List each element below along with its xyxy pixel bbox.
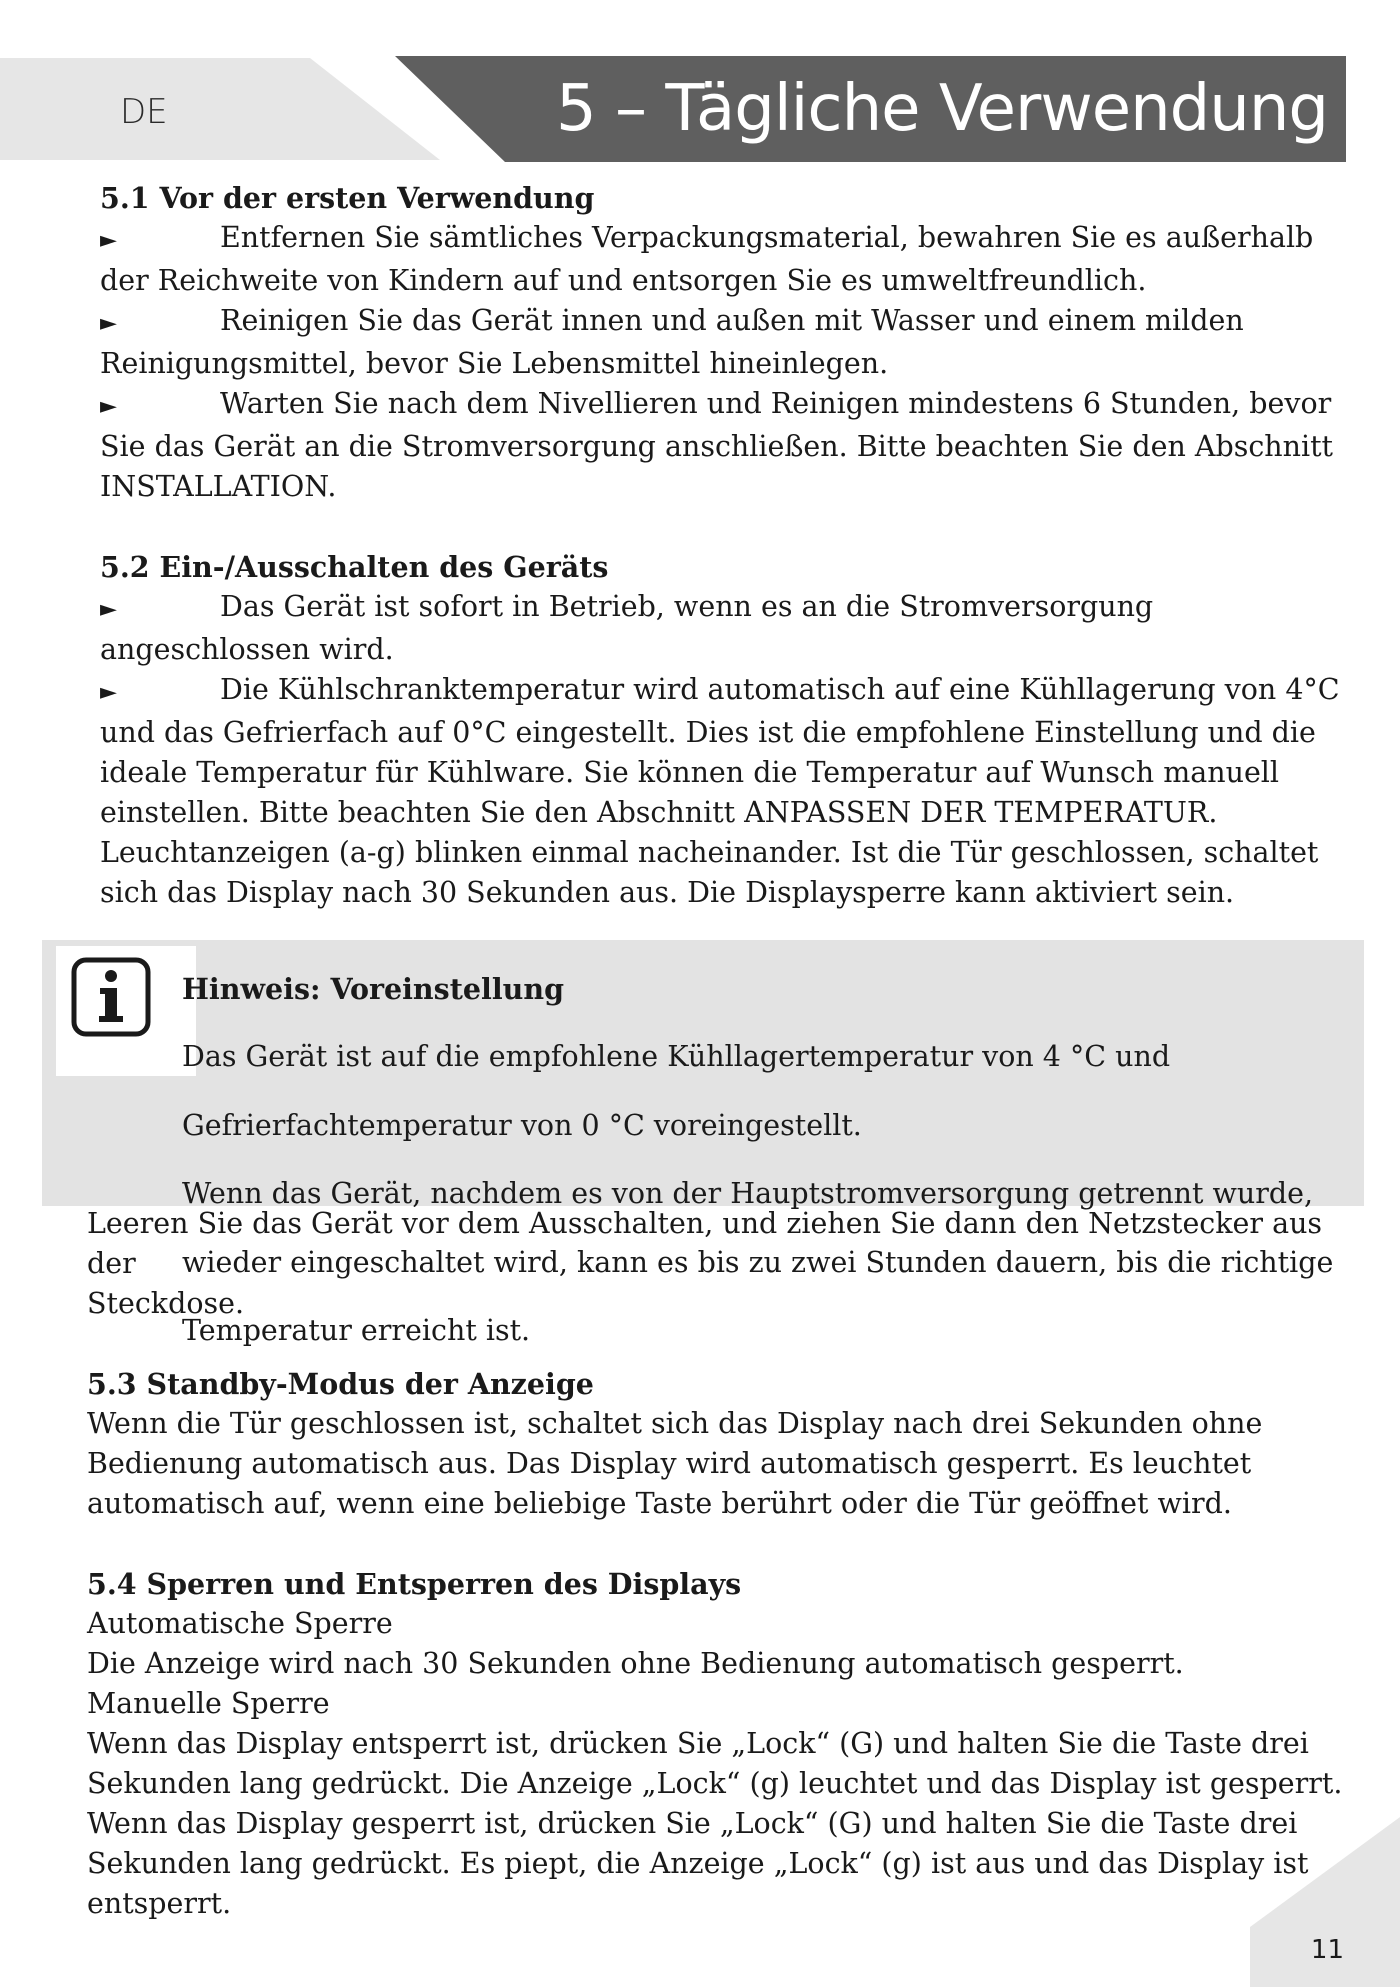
lang-tab-shape	[0, 58, 440, 160]
bullet-item	[100, 301, 1340, 344]
note-line: Gefrierfachtemperatur von 0 °C voreingestellt.	[182, 1108, 862, 1142]
note-title: Hinweis: Voreinstellung	[182, 971, 565, 1006]
paragraph-line: der Reichweite von Kindern auf und entsorgen Sie es umweltfreundlich.	[100, 264, 1147, 297]
chapter-title: 5 – Tägliche Verwendung	[555, 72, 1328, 146]
section-heading-5-2: 5.2 Ein-/Ausschalten des Geräts	[100, 550, 609, 584]
arrow-bullet-icon: ►	[100, 311, 117, 336]
paragraph-line: Sekunden lang gedrückt. Es piept, die Anzeige „Lock“ (g) ist aus und das Display ist	[87, 1847, 1309, 1880]
paragraph-line: Wenn das Display entsperrt ist, drücken Sie „Lock“ (G) und halten Sie die Taste drei	[87, 1727, 1309, 1760]
section-heading-5-1: 5.1 Vor der ersten Verwendung	[100, 181, 595, 215]
paragraph-line: entsperrt.	[87, 1887, 232, 1920]
paragraph-line: INSTALLATION.	[100, 470, 337, 503]
bullet-text: Die Kühlschranktemperatur wird automatisch auf eine Kühllagerung von 4°C	[220, 673, 1340, 706]
paragraph-line: automatisch auf, wenn eine beliebige Taste berührt oder die Tür geöffnet wird.	[87, 1487, 1232, 1520]
bullet-item	[100, 384, 1340, 427]
paragraph-line: angeschlossen wird.	[100, 633, 394, 666]
bullet-item	[100, 218, 1340, 261]
note-line: Das Gerät ist auf die empfohlene Kühllagertemperatur von 4 °C und	[182, 1040, 1171, 1073]
bullet-text: Warten Sie nach dem Nivellieren und Reinigen mindestens 6 Stunden, bevor	[220, 387, 1332, 420]
paragraph-line: Steckdose.	[87, 1287, 245, 1320]
language-code: DE	[120, 92, 168, 132]
secondary-content	[87, 1204, 1347, 1924]
paragraph-line: Leeren Sie das Gerät vor dem Ausschalten, und ziehen Sie dann den Netzstecker aus der	[87, 1207, 1323, 1280]
note-line: Wenn das Gerät, nachdem es von der Hauptstromversorgung getrennt wurde,	[182, 1177, 1314, 1210]
bullet-text: Reinigen Sie das Gerät innen und außen mit Wasser und einem milden	[220, 304, 1244, 337]
paragraph-line: Wenn das Display gesperrt ist, drücken Sie „Lock“ (G) und halten Sie die Taste drei	[87, 1807, 1298, 1840]
bullet-item	[100, 587, 1340, 630]
bullet-item	[100, 670, 1340, 713]
page-header	[0, 0, 1400, 170]
paragraph-line: Sie das Gerät an die Stromversorgung anschließen. Bitte beachten Sie den Abschnitt	[100, 430, 1334, 463]
note-line: wieder eingeschaltet wird, kann es bis zu zwei Stunden dauern, bis die richtige	[182, 1245, 1334, 1279]
paragraph-line: sich das Display nach 30 Sekunden aus. Die Displaysperre kann aktiviert sein.	[100, 876, 1235, 909]
paragraph-line: Wenn die Tür geschlossen ist, schaltet sich das Display nach drei Sekunden ohne	[87, 1407, 1263, 1440]
arrow-bullet-icon: ►	[100, 394, 117, 419]
paragraph-line: und das Gefrierfach auf 0°C eingestellt. Dies ist die empfohlene Einstellung und die	[100, 716, 1316, 749]
page-number: 11	[1310, 1935, 1344, 1965]
arrow-bullet-icon: ►	[100, 680, 117, 705]
arrow-bullet-icon: ►	[100, 597, 117, 622]
paragraph-line: Manuelle Sperre	[87, 1687, 330, 1720]
info-icon-box	[56, 946, 196, 1076]
arrow-bullet-icon: ►	[100, 228, 117, 253]
paragraph-line: Die Anzeige wird nach 30 Sekunden ohne Bedienung automatisch gesperrt.	[87, 1647, 1184, 1680]
bullet-text: Entfernen Sie sämtliches Verpackungsmaterial, bewahren Sie es außerhalb	[220, 221, 1314, 254]
bullet-text: Das Gerät ist sofort in Betrieb, wenn es an die Stromversorgung	[220, 590, 1154, 623]
note-line: Temperatur erreicht ist.	[182, 1314, 531, 1347]
paragraph-line: Automatische Sperre	[87, 1607, 393, 1640]
paragraph-line: ideale Temperatur für Kühlware. Sie können die Temperatur auf Wunsch manuell	[100, 756, 1280, 789]
paragraph-line: Sekunden lang gedrückt. Die Anzeige „Lock“ (g) leuchtet und das Display ist gesperrt.	[87, 1767, 1343, 1800]
section-heading-5-4: 5.4 Sperren und Entsperren des Displays	[87, 1567, 742, 1601]
paragraph-line: Leuchtanzeigen (a-g) blinken einmal nacheinander. Ist die Tür geschlossen, schaltet	[100, 836, 1319, 869]
paragraph-line: einstellen. Bitte beachten Sie den Abschnitt ANPASSEN DER TEMPERATUR.	[100, 796, 1218, 829]
info-icon	[70, 956, 152, 1038]
section-heading-5-3: 5.3 Standby-Modus der Anzeige	[87, 1367, 594, 1401]
paragraph-line: Bedienung automatisch aus. Das Display wird automatisch gesperrt. Es leuchtet	[87, 1447, 1252, 1480]
main-content	[100, 178, 1340, 913]
paragraph-line: Reinigungsmittel, bevor Sie Lebensmittel hineinlegen.	[100, 347, 889, 380]
